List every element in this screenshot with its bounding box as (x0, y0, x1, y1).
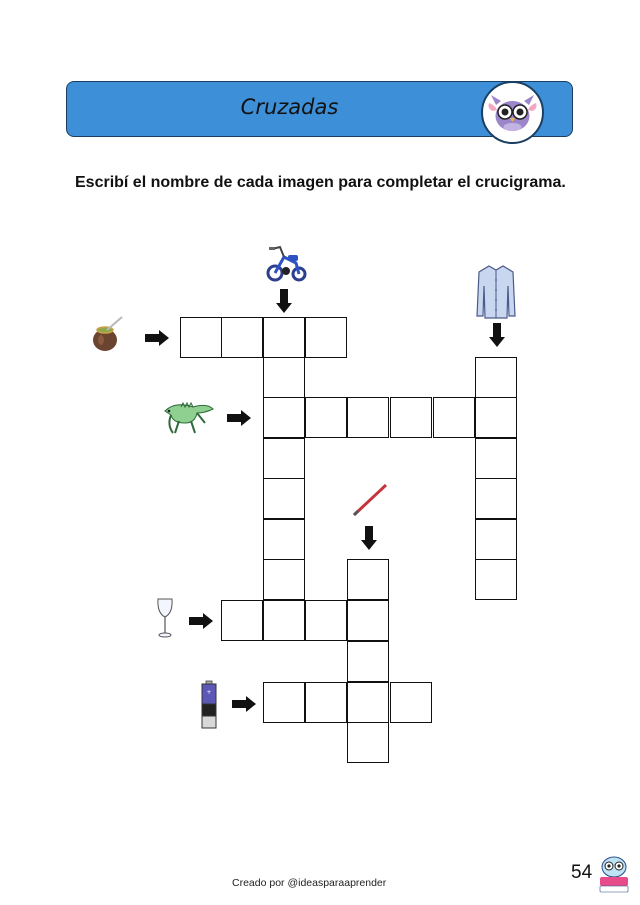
grid-cell[interactable] (475, 559, 517, 600)
arrow-down-icon (361, 526, 377, 550)
grid-cell[interactable] (390, 682, 432, 723)
grid-cell[interactable] (475, 438, 517, 479)
grid-cell[interactable] (347, 397, 389, 438)
grid-cell[interactable] (263, 397, 305, 438)
arrow-right-icon (145, 330, 169, 346)
page-title: Cruzadas (240, 95, 339, 119)
arrow-down-icon (489, 323, 505, 347)
grid-cell[interactable] (305, 397, 347, 438)
grid-cell[interactable] (221, 600, 263, 641)
grid-cell[interactable] (433, 397, 475, 438)
arrow-right-icon (232, 696, 256, 712)
shirt-icon (475, 264, 517, 320)
tricycle-icon (266, 243, 308, 283)
owl-icon (483, 83, 542, 142)
grid-cell[interactable] (221, 317, 263, 358)
arrow-right-icon (227, 410, 251, 426)
credit-text: Creado por @ideasparaaprender (232, 877, 387, 889)
grid-cell[interactable] (263, 438, 305, 479)
iguana-icon (163, 399, 215, 437)
grid-cell[interactable] (263, 600, 305, 641)
grid-cell[interactable] (475, 397, 517, 438)
arrow-down-icon (276, 289, 292, 313)
grid-cell[interactable] (347, 722, 389, 763)
grid-cell[interactable] (305, 682, 347, 723)
grid-cell[interactable] (263, 357, 305, 398)
grid-cell[interactable] (263, 317, 305, 358)
grid-cell[interactable] (180, 317, 222, 358)
grid-cell[interactable] (347, 682, 389, 723)
mate-gourd-icon (88, 314, 128, 354)
grid-cell[interactable] (390, 397, 432, 438)
grid-cell[interactable] (263, 559, 305, 600)
grid-cell[interactable] (475, 519, 517, 560)
grid-cell[interactable] (305, 600, 347, 641)
arrow-right-icon (189, 613, 213, 629)
grid-cell[interactable] (347, 600, 389, 641)
grid-cell[interactable] (347, 559, 389, 600)
grid-cell[interactable] (263, 478, 305, 519)
page-number: 54 (571, 862, 593, 883)
grid-cell[interactable] (475, 357, 517, 398)
wine-glass-icon (155, 597, 175, 639)
grid-cell[interactable] (305, 317, 347, 358)
grid-cell[interactable] (475, 478, 517, 519)
publisher-logo-icon (596, 853, 632, 893)
grid-cell[interactable] (263, 682, 305, 723)
owl-badge (481, 81, 544, 144)
battery-icon (200, 680, 218, 730)
grid-cell[interactable] (347, 641, 389, 682)
pencil-icon (351, 482, 389, 518)
instructions-text: Escribí el nombre de cada imagen para completar el crucigrama. (75, 174, 566, 191)
svg-text:+: + (206, 689, 212, 696)
grid-cell[interactable] (263, 519, 305, 560)
